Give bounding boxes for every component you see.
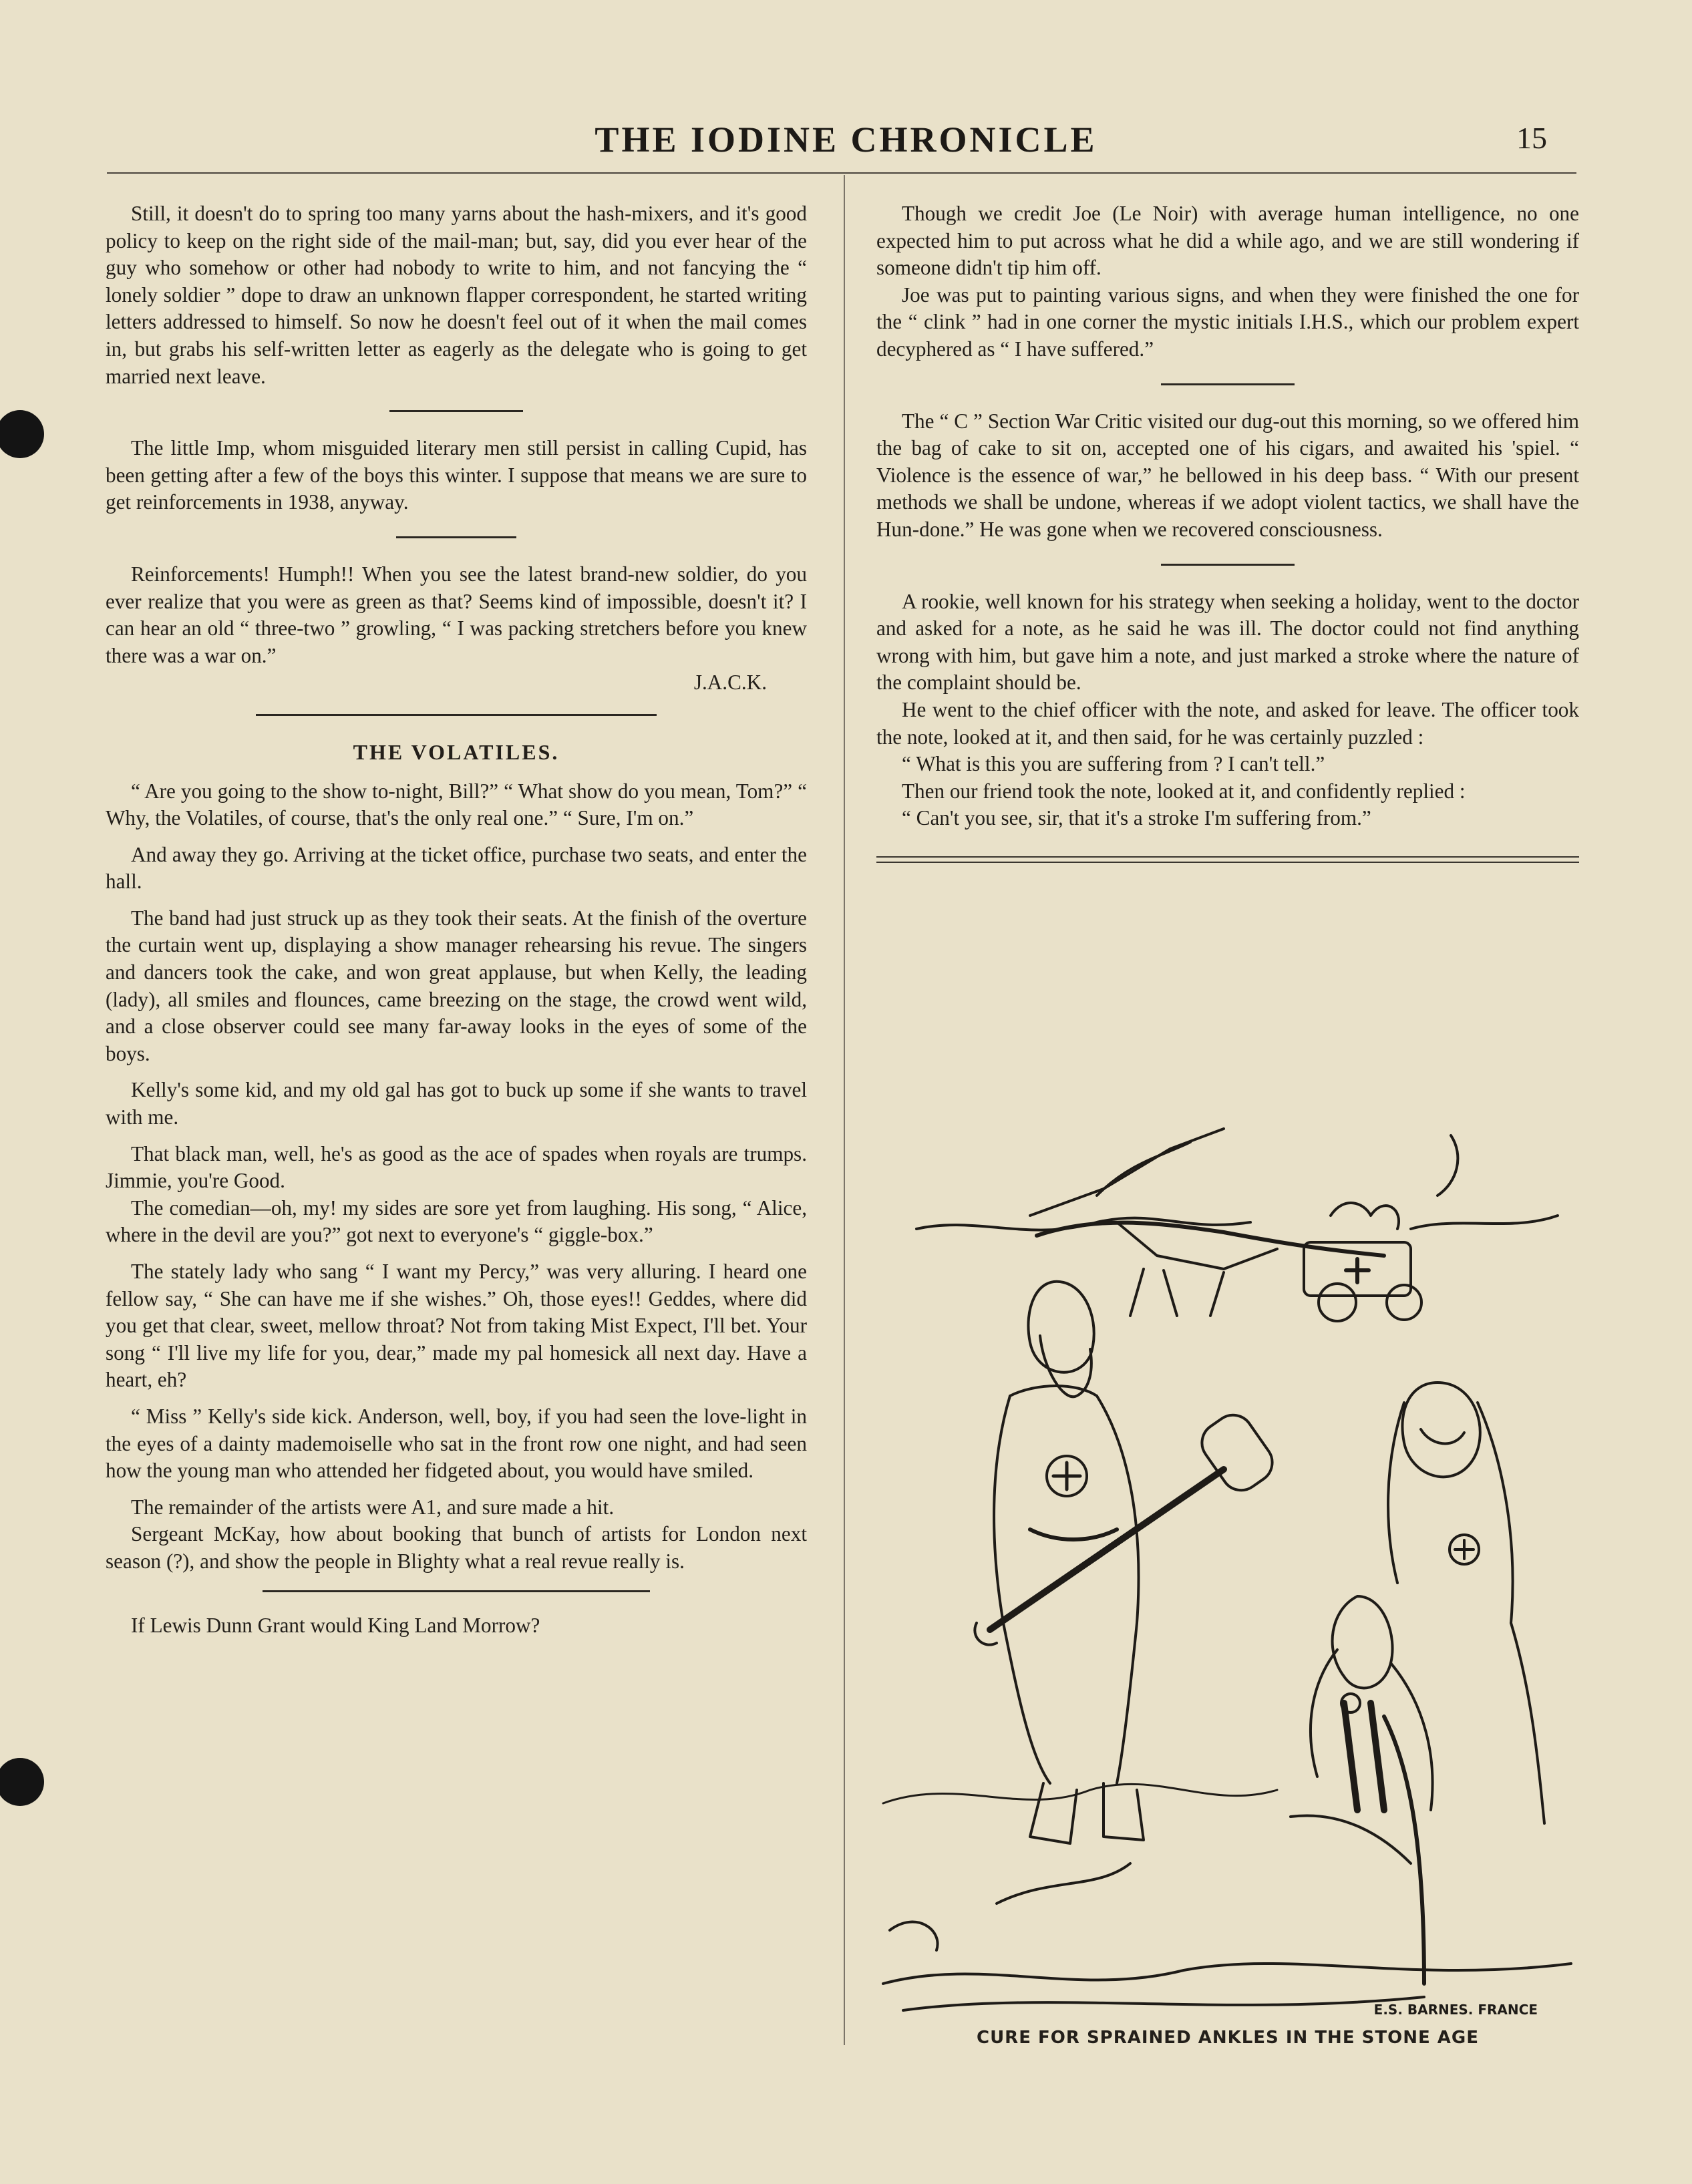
article-paragraph: Though we credit Joe (Le Noir) with average human intelligence, no one expected him to put across what he did a while ago, and we are still wondering if someone didn't tip him off. — [876, 202, 1579, 280]
article-paragraph: The remainder of the artists were A1, and sure made a hit. — [131, 1495, 615, 1519]
article-paragraph: And away they go. Arriving at the ticket office, purchase two seats, and enter the hall. — [106, 842, 807, 894]
section-divider — [1161, 383, 1295, 385]
section-divider — [396, 536, 516, 538]
article-paragraph: Sergeant McKay, how about booking that bunch of artists for London next season (?), and show the people in Blighty what a real revue really is. — [106, 1522, 807, 1573]
article-paragraph: Kelly's some kid, and my old gal has got to buck up some if she wants to travel with me. — [106, 1078, 807, 1129]
page-number: 15 — [1516, 121, 1547, 155]
article-paragraph: Still, it doesn't do to spring too many yarns about the hash-mixers, and it's good policy to keep on the right side of the mail-man; but, say, did you ever hear of the guy who somehow or other had nobody to write to him, and not fancying the “ lonely soldier ” dope to draw an unknown flapper correspondent, he started writing letters addressed to himself. So now he doesn't feel out of it when the mail comes in, but grabs his self-written letter as eagerly as the delegate who is going to get married next leave. — [106, 202, 807, 388]
nurse-figure-drawing — [1388, 1383, 1544, 1823]
patient-figure-drawing — [890, 1596, 1433, 1984]
section-divider — [389, 410, 523, 412]
artist-signature: E.S. BARNES. FRANCE — [1373, 2002, 1538, 2018]
left-column — [106, 200, 807, 1639]
article-paragraph: The band had just struck up as they took their seats. At the finish of the overture the curtain went up, displaying a show manager rehearsing his revue. The singers and dancers took the cake, and won great applause, but when Kelly, the leading (lady), all smiles and flounces, came breezing on the stage, the crowd went wild, and a close observer could see many far-away looks in the eyes of some of the boys. — [106, 906, 807, 1065]
article-paragraph: “ Can't you see, sir, that it's a stroke I'm suffering from.” — [902, 806, 1371, 830]
article-paragraph: “ What is this you are suffering from ? I can't tell.” — [902, 752, 1325, 776]
section-divider — [1161, 564, 1295, 566]
article-paragraph: Then our friend took the note, looked at it, and confidently replied : — [902, 779, 1466, 803]
article-paragraph: “ Miss ” Kelly's side kick. Anderson, well, boy, if you had seen the love-light in the eyes of a dainty mademoiselle who sat in the front row one night, and had seen how the young man who attended her fidgeted about, you would have smiled. — [106, 1404, 807, 1483]
column-divider — [844, 175, 845, 2045]
article-paragraph: Joe was put to painting various signs, and when they were finished the one for the “ clink ” had in one corner the mystic initials I.H.S., which our problem expert decyphered as “ I have suffered.” — [876, 283, 1579, 361]
article-heading: THE VOLATILES. — [353, 739, 560, 764]
header-rule — [107, 172, 1576, 174]
article-paragraph: The little Imp, whom misguided literary men still persist in calling Cupid, has been getting after a few of the boys this winter. I suppose that means we are sure to get reinforcements in 1938, anyway. — [106, 436, 807, 514]
binder-hole — [0, 410, 44, 458]
article-paragraph: He went to the chief officer with the note, and asked for leave. The officer took the note, looked at it, and then said, for he was certainly puzzled : — [876, 697, 1579, 749]
binder-hole — [0, 1758, 44, 1806]
illustration-top-rule — [876, 856, 1579, 858]
stone-cart-drawing — [1030, 1129, 1458, 1321]
caveman-doctor-drawing — [975, 1282, 1280, 1843]
article-paragraph: That black man, well, he's as good as the ace of spades when royals are trumps. Jimmie, you're Good. — [106, 1141, 807, 1193]
section-divider — [263, 1590, 650, 1592]
article-paragraph: The stately lady who sang “ I want my Percy,” was very alluring. I heard one fellow say, “ She can have me if she wishes.” Oh, those eyes!! Geddes, where did you get that clear, sweet, mellow throat? Not from taking Mist Expect, I'll bet. Your song “ I'll live my life for you, dear,” made my pal homesick all next day. Have a heart, eh? — [106, 1260, 807, 1392]
right-column — [876, 200, 1579, 863]
article-paragraph: If Lewis Dunn Grant would King Land Morrow? — [131, 1613, 540, 1637]
article-paragraph: The “ C ” Section War Critic visited our dug-out this morning, so we offered him the bag of cake to sit on, accepted one of his cigars, and awaited his 'spiel. “ Violence is the essence of war,” he bellowed in his deep bass. “ With our present methods we shall be undone, whereas if we adopt violent tactics, we shall have the Hun-done.” He was gone when we recovered consciousness. — [876, 409, 1579, 541]
article-paragraph: “ Are you going to the show to-night, Bill?” “ What show do you mean, Tom?” “ Why, the Volatiles, of course, that's the only real one.” “ Sure, I'm on.” — [106, 779, 807, 830]
article-paragraph: The comedian—oh, my! my sides are sore yet from laughing. His song, “ Alice, where in the devil are you?” got next to everyone's “ giggle-box.” — [106, 1196, 807, 1247]
masthead-title: THE IODINE CHRONICLE — [595, 120, 1097, 160]
author-signature: J.A.C.K. — [693, 671, 767, 695]
section-divider — [256, 714, 657, 716]
cartoon-illustration — [876, 1115, 1579, 2030]
article-paragraph: Reinforcements! Humph!! When you see the latest brand-new soldier, do you ever realize that you were as green as that? Seems kind of impossible, doesn't it? I can hear an old “ three-two ” growling, “ I was packing stretchers before you knew there was a war on.” — [106, 562, 807, 667]
article-paragraph: A rookie, well known for his strategy when seeking a holiday, went to the doctor and asked for a note, as he said he was ill. The doctor could not find anything wrong with him, but gave him a note, and just marked a stroke where the nature of the complaint should be. — [876, 589, 1579, 695]
illustration-top-rule — [876, 862, 1579, 863]
illustration-caption: CURE FOR SPRAINED ANKLES IN THE STONE AGE — [976, 2028, 1479, 2048]
